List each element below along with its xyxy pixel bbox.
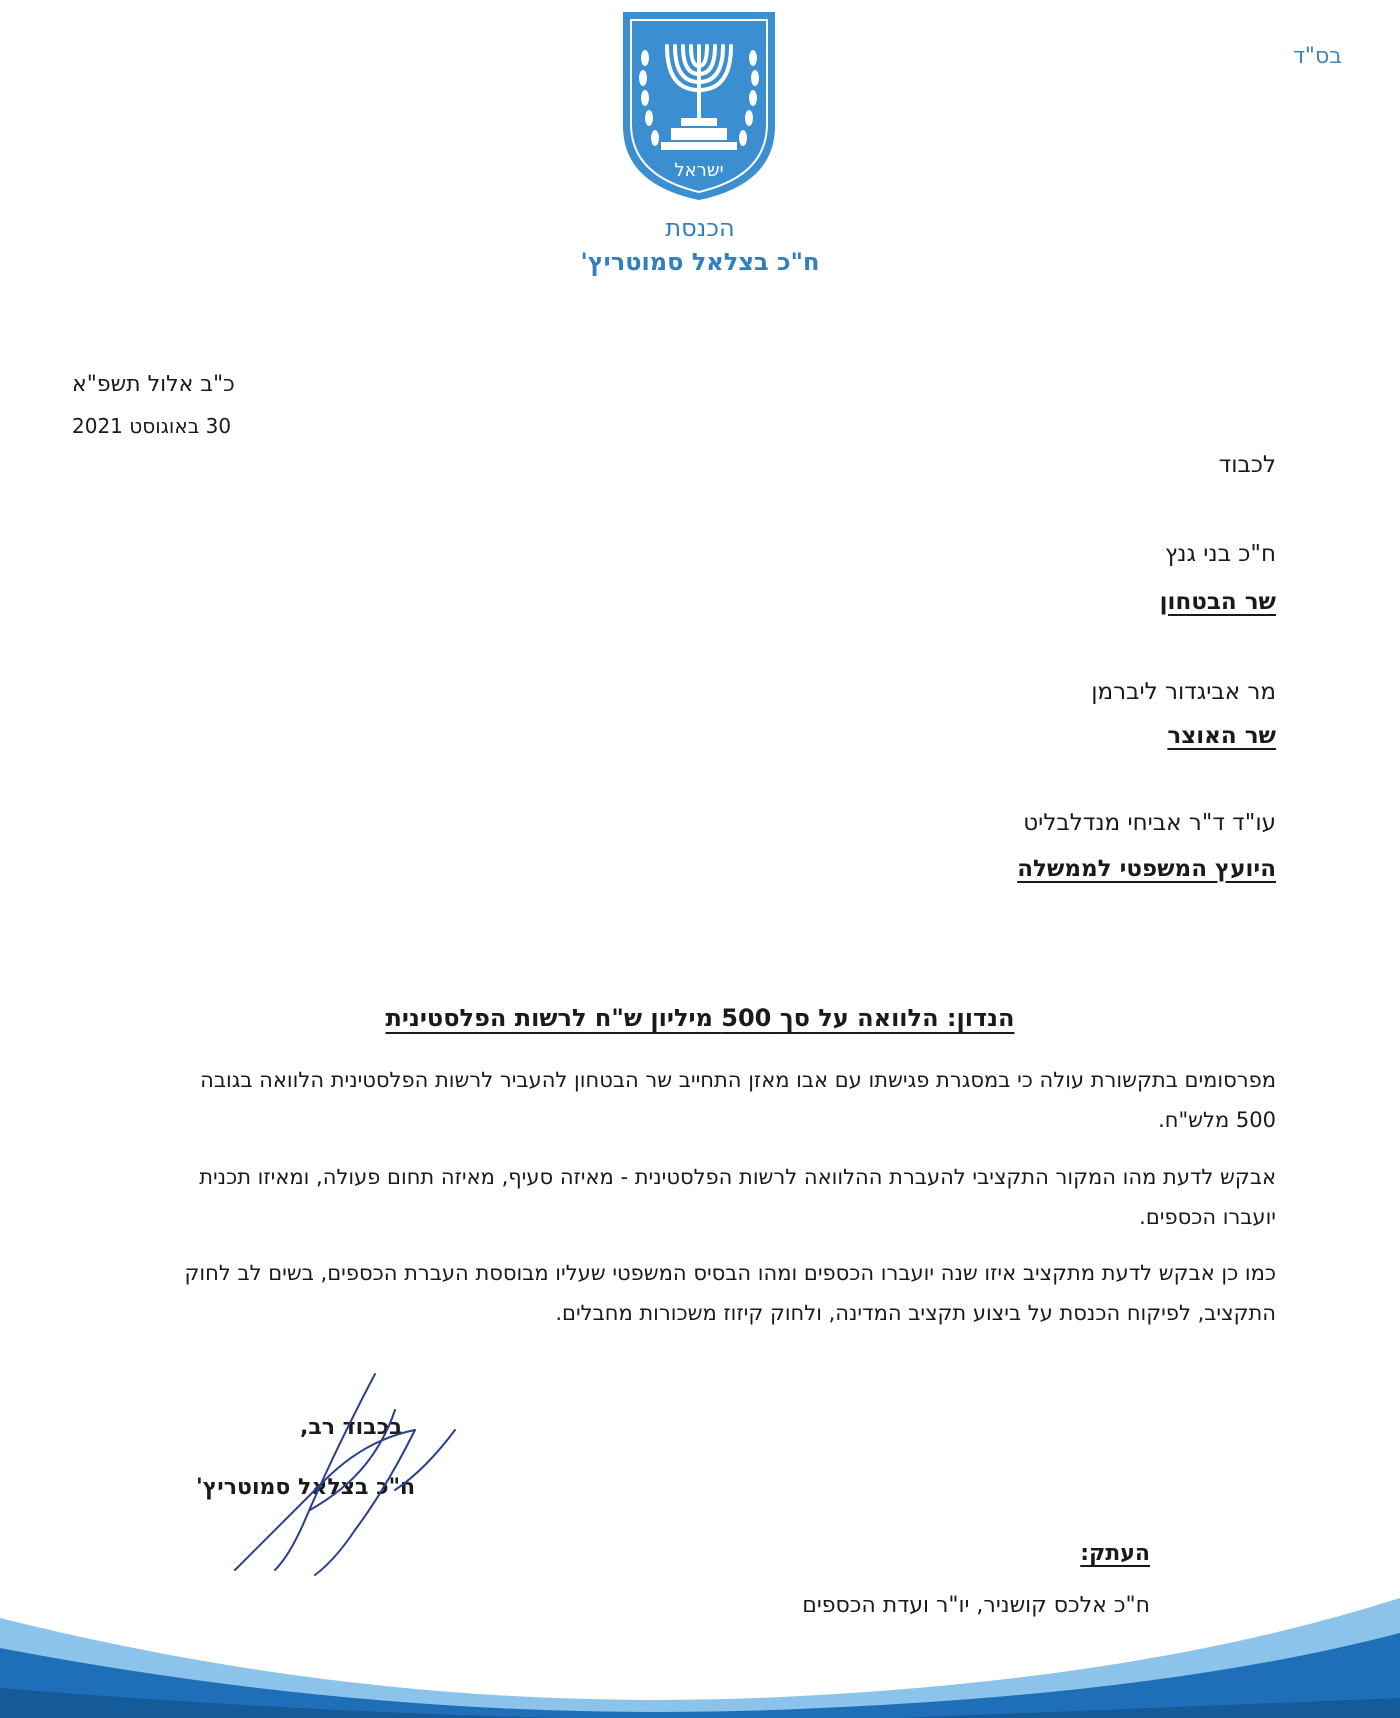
institution-name: הכנסת (665, 214, 735, 242)
hebrew-date: כ"ב אלול תשפ"א (72, 372, 235, 397)
recipient-title: היועץ המשפטי לממשלה (1017, 856, 1276, 882)
recipient-name: ח"כ בני גנץ (1164, 541, 1276, 567)
bsd-mark: בס"ד (1292, 44, 1342, 69)
state-emblem-icon (617, 6, 781, 202)
body-paragraph: כמו כן אבקש לדעת מתקציב איזו שנה יועברו הכספים ומהו הבסיס המשפטי שעליו מבוססת העברת הכספים, בשים לב לחוק התקציב, לפיקוח הכנסת על ביצוע תקציב המדינה, ולחוק קיזוז משכורות מחבלים. (184, 1261, 1276, 1325)
gregorian-date: 30 באוגוסט 2021 (72, 414, 232, 438)
handwritten-signature (215, 1370, 475, 1580)
signer-name: ח"כ בצלאל סמוטריץ' (196, 1475, 416, 1500)
body-paragraph: מפרסומים בתקשורת עולה כי במסגרת פגישתו עם אבו מאזן התחייב שר הבטחון להעביר לרשות הפלסטינית הלוואה בגובה 500 מלש"ח. (200, 1068, 1276, 1132)
cc-label: העתק: (1080, 1541, 1150, 1566)
salutation: לכבוד (1218, 452, 1276, 478)
closing-regards: בכבוד רב, (300, 1415, 403, 1440)
recipient-title: שר האוצר (1167, 723, 1276, 749)
subject-line: הנדון: הלוואה על סך 500 מיליון ש"ח לרשות הפלסטינית (385, 1004, 1015, 1032)
body-paragraph: אבקש לדעת מהו המקור התקציבי להעברת ההלוואה לרשות הפלסטינית - מאיזה סעיף, מאיזה תחום פעולה, ומאיזו תכנית יועברו הכספים. (199, 1165, 1276, 1229)
footer-wave (0, 1578, 1400, 1718)
emblem-text: ישראל (674, 160, 724, 181)
recipient-name: מר אביגדור ליברמן (1091, 679, 1276, 705)
author-name: ח"כ בצלאל סמוטריץ' (580, 248, 820, 276)
recipient-name: עו"ד ד"ר אביחי מנדלבליט (1023, 810, 1276, 836)
cc-item: ח"כ אלכס קושניר, יו"ר ועדת הכספים (802, 1593, 1150, 1618)
recipient-title: שר הבטחון (1159, 589, 1276, 615)
